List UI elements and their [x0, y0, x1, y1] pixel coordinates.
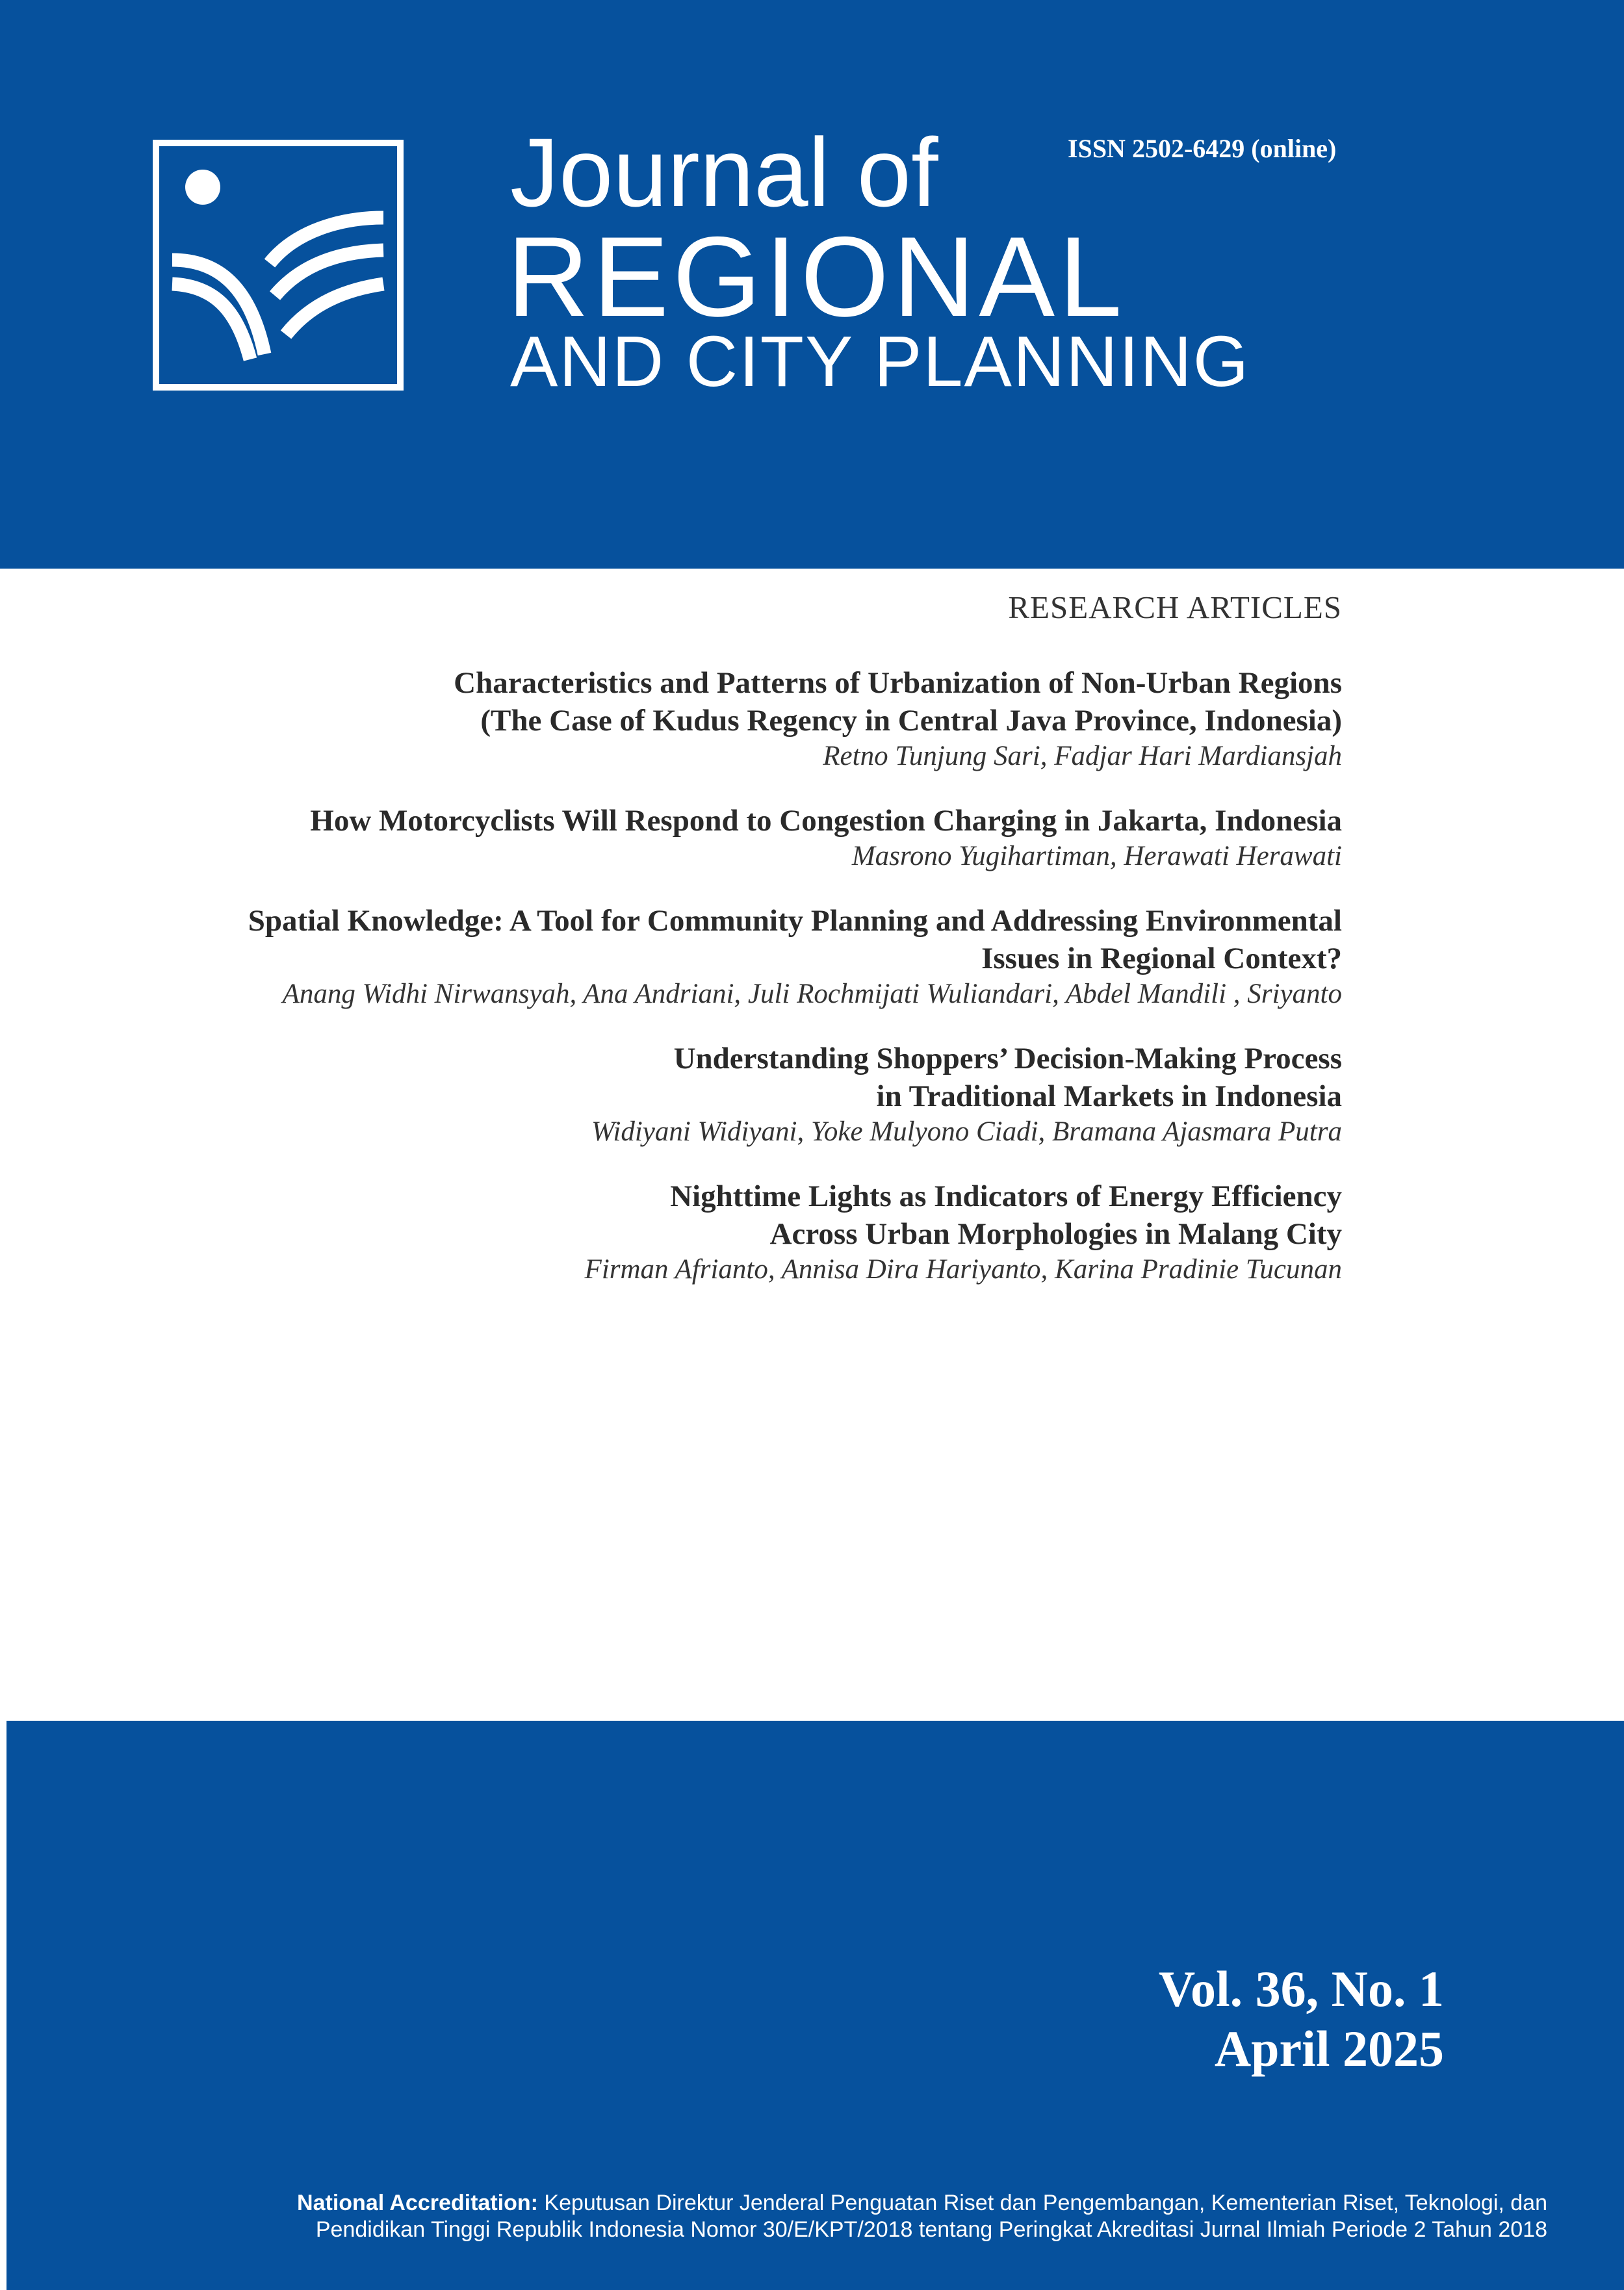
article-list — [0, 664, 1342, 1315]
article-authors: Widiyani Widiyani, Yoke Mulyono Ciadi, Bramana Ajasmara Putra — [591, 1116, 1342, 1147]
article-title: Spatial Knowledge: A Tool for Community Planning and Addressing Environmental — [248, 904, 1342, 938]
journal-title-line-2: REGIONAL — [507, 214, 1126, 341]
issue-date: April 2025 — [1214, 2020, 1444, 2077]
journal-title-line-1: Journal of — [510, 118, 938, 227]
accreditation-line-1 — [297, 2190, 1547, 2217]
article-title: in Traditional Markets in Indonesia — [876, 1079, 1342, 1113]
article-title: Characteristics and Patterns of Urbanization of Non-Urban Regions — [454, 666, 1342, 700]
accreditation-line-2: Pendidikan Tinggi Republik Indonesia Nomor 30/E/KPT/2018 tentang Peringkat Akreditasi Jurnal Ilmiah Periode 2 Tahun 2018 — [315, 2217, 1547, 2242]
article-authors: Firman Afrianto, Annisa Dira Hariyanto, Karina Pradinie Tucunan — [584, 1254, 1342, 1285]
article-item — [0, 802, 1342, 873]
article-item — [0, 664, 1342, 773]
accreditation-label: National Accreditation: — [297, 2191, 538, 2215]
article-item — [0, 1177, 1342, 1287]
accreditation-note — [297, 2190, 1547, 2243]
issue-volume: Vol. 36, No. 1 — [1158, 1961, 1444, 2017]
article-item — [0, 1040, 1342, 1149]
article-title: Nighttime Lights as Indicators of Energy Efficiency — [670, 1179, 1342, 1213]
issue-info — [1159, 1959, 1444, 2079]
article-title: Across Urban Morphologies in Malang City — [769, 1217, 1342, 1251]
accreditation-text-1: Keputusan Direktur Jenderal Penguatan Riset dan Pengembangan, Kementerian Riset, Teknologi, dan — [537, 2191, 1547, 2215]
journal-logo-icon — [153, 140, 404, 391]
article-authors: Retno Tunjung Sari, Fadjar Hari Mardiansjah — [823, 741, 1342, 771]
article-item — [0, 902, 1342, 1011]
article-title: Understanding Shoppers’ Decision-Making Process — [673, 1042, 1342, 1075]
article-title: How Motorcyclists Will Respond to Congestion Charging in Jakarta, Indonesia — [310, 804, 1342, 838]
article-authors: Anang Widhi Nirwansyah, Ana Andriani, Juli Rochmijati Wuliandari, Abdel Mandili , Sriyanto — [282, 979, 1342, 1009]
journal-title-line-3: AND CITY PLANNING — [510, 322, 1250, 402]
article-authors: Masrono Yugihartiman, Herawati Herawati — [851, 841, 1342, 871]
issn-label: ISSN 2502-6429 (online) — [1068, 134, 1337, 163]
section-heading: RESEARCH ARTICLES — [1008, 589, 1342, 625]
article-title: (The Case of Kudus Regency in Central Java Province, Indonesia) — [480, 704, 1342, 738]
article-title: Issues in Regional Context? — [981, 942, 1342, 975]
